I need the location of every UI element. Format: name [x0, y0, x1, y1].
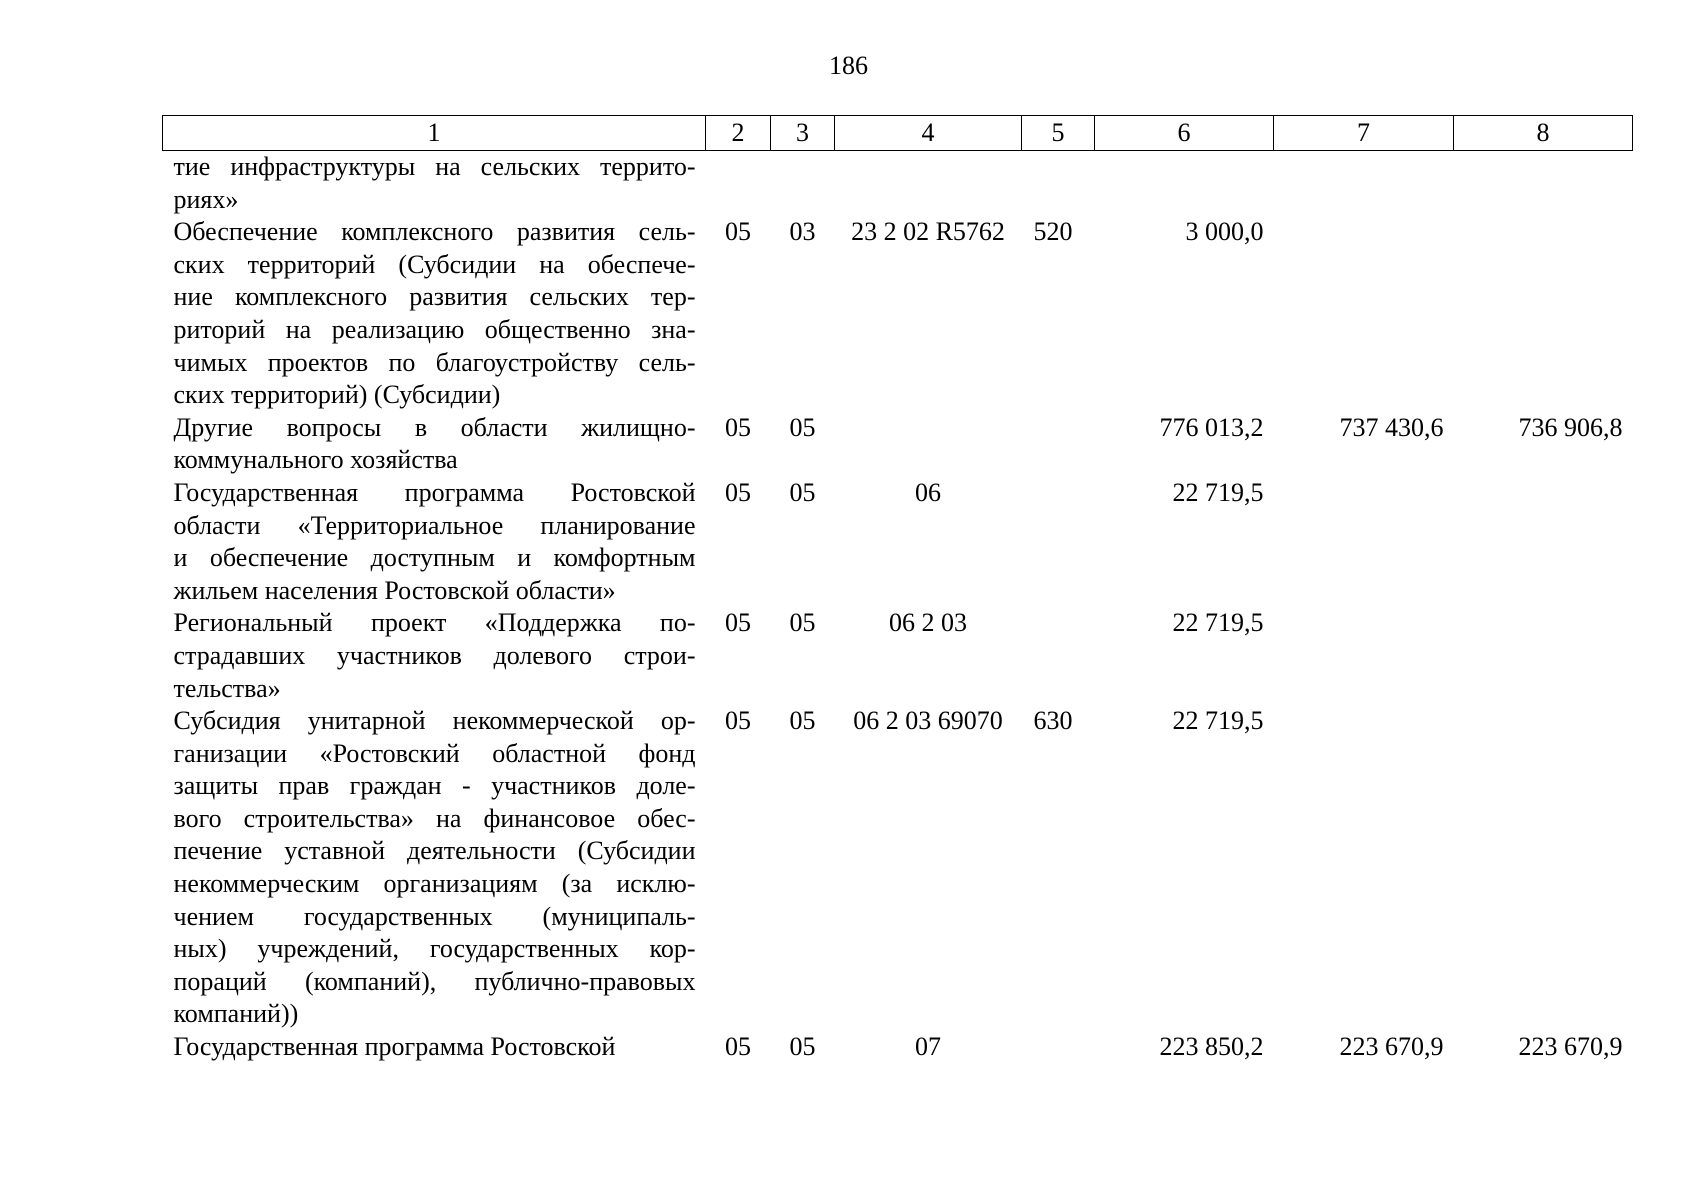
table-row: [163, 216, 1633, 412]
row-target-article: 06 2 03 69070: [853, 706, 1003, 736]
row-name-line: области «Территориальное планирование: [173, 510, 696, 540]
table-row: [163, 477, 1633, 607]
row-name-line: некоммерческим организациям (за исклю-: [173, 869, 696, 899]
row-target-article: 23 2 02 R5762: [851, 217, 1005, 247]
row-amount-2: [1274, 151, 1454, 217]
header-col-1: 1: [163, 116, 706, 151]
table-header: [163, 116, 1633, 151]
table-row: [163, 412, 1633, 477]
row-name-line: страдавших участников долевого строи-: [173, 640, 696, 670]
row-name-line: ских территорий (Субсидии на обеспече-: [173, 249, 696, 279]
row-name: [163, 705, 706, 1031]
table-row: [163, 151, 1633, 217]
table-row: [163, 607, 1633, 705]
row-name-line: тельства»: [173, 673, 281, 703]
row-amount-3: [1454, 705, 1633, 1031]
row-name-line: ских территорий) (Субсидии): [173, 380, 501, 410]
header-col-2: 2: [706, 116, 771, 151]
row-section: 05: [725, 706, 751, 736]
budget-table: [162, 115, 1633, 1064]
row-name-line: чимых проектов по благоустройству сель-: [173, 347, 696, 377]
row-subsection: 05: [789, 412, 816, 442]
row-target-article: 07: [915, 1032, 941, 1062]
row-target-article: 06 2 03: [889, 608, 967, 638]
row-amount-3: [1454, 477, 1633, 607]
row-name-line: тие инфраструктуры на сельских террито-: [173, 152, 696, 181]
row-name: [163, 607, 706, 705]
row-expense-type: [1022, 151, 1095, 217]
header-col-4: 4: [835, 116, 1022, 151]
row-amount-2: [1274, 216, 1454, 412]
row-expense-type: 520: [1033, 217, 1073, 247]
row-amount-3: 736 906,8: [1518, 412, 1623, 442]
row-name-line: защиты прав граждан - участников доле-: [173, 771, 696, 801]
row-amount-3: [1454, 151, 1633, 217]
row-amount-1: 3 000,0: [1185, 217, 1264, 247]
row-amount-2: 223 670,9: [1339, 1032, 1444, 1062]
row-subsection: 03: [789, 217, 816, 247]
row-name: [163, 477, 706, 607]
row-section: 05: [725, 477, 751, 507]
row-amount-1: 22 719,5: [1172, 706, 1264, 736]
row-subsection: 05: [789, 608, 816, 638]
row-target-article: 06: [915, 477, 941, 507]
header-col-6: 6: [1095, 116, 1274, 151]
row-name-line: ние комплексного развития сельских тер-: [173, 282, 696, 312]
row-section: 05: [725, 608, 751, 638]
row-target-article: [835, 151, 1022, 217]
row-amount-2: [1274, 705, 1454, 1031]
table-row: [163, 705, 1633, 1031]
row-name-line: компаний)): [173, 999, 299, 1029]
row-name-line: вого строительства» на финансовое обес-: [173, 803, 696, 833]
row-subsection: 05: [789, 477, 816, 507]
table-body: [163, 151, 1633, 1064]
row-section: [706, 151, 771, 217]
row-amount-3: [1454, 216, 1633, 412]
row-name-line: риторий на реализацию общественно зна-: [173, 314, 696, 344]
page-number: 186: [829, 51, 868, 80]
row-amount-3: [1454, 607, 1633, 705]
row-amount-3: 223 670,9: [1518, 1032, 1623, 1062]
row-subsection: 05: [789, 706, 816, 736]
row-expense-type: [1022, 477, 1095, 607]
row-name-line: жильем населения Ростовской области»: [173, 575, 616, 605]
row-name-line: ных) учреждений, государственных кор-: [173, 934, 696, 964]
row-name-line: ганизации «Ростовский областной фонд: [173, 738, 696, 768]
row-name-line: и обеспечение доступным и комфортным: [173, 543, 696, 573]
row-section: 05: [725, 1032, 751, 1062]
header-col-7: 7: [1274, 116, 1454, 151]
row-name-line: Региональный проект «Поддержка по-: [173, 608, 696, 638]
row-name-line: Государственная программа Ростовской: [173, 477, 696, 507]
row-amount-1: 22 719,5: [1172, 608, 1264, 638]
row-subsection: [771, 151, 835, 217]
row-amount-1: 776 013,2: [1159, 412, 1264, 442]
row-expense-type: 630: [1033, 706, 1073, 736]
row-name-line: печение уставной деятельности (Субсидии: [173, 836, 696, 866]
header-row: [163, 116, 1633, 151]
row-expense-type: [1022, 1031, 1095, 1064]
row-name-line: Другие вопросы в области жилищно-: [173, 412, 696, 442]
row-amount-2: 737 430,6: [1339, 412, 1444, 442]
row-section: 05: [725, 217, 751, 247]
row-name-line: Государственная программа Ростовской: [173, 1032, 616, 1062]
header-col-5: 5: [1022, 116, 1095, 151]
row-amount-2: [1274, 607, 1454, 705]
header-col-8: 8: [1454, 116, 1633, 151]
row-name-line: пораций (компаний), публично-правовых: [173, 966, 696, 996]
row-name: [163, 412, 706, 477]
row-name: [163, 1031, 706, 1064]
row-name-line: Субсидия унитарной некоммерческой ор-: [173, 706, 696, 736]
row-target-article: [835, 412, 1022, 477]
row-name: [163, 151, 706, 217]
row-name-line: Обеспечение комплексного развития сель-: [173, 217, 696, 247]
row-expense-type: [1022, 412, 1095, 477]
row-amount-1: [1095, 151, 1274, 217]
row-amount-1: 223 850,2: [1159, 1032, 1264, 1062]
row-expense-type: [1022, 607, 1095, 705]
row-name-line: чением государственных (муниципаль-: [173, 901, 696, 931]
header-col-3: 3: [771, 116, 835, 151]
row-section: 05: [725, 412, 751, 442]
row-name-line: риях»: [173, 184, 239, 214]
row-subsection: 05: [789, 1032, 816, 1062]
row-amount-1: 22 719,5: [1172, 477, 1264, 507]
row-name-line: коммунального хозяйства: [173, 445, 458, 475]
row-name: [163, 216, 706, 412]
row-amount-2: [1274, 477, 1454, 607]
table-row: [163, 1031, 1633, 1064]
